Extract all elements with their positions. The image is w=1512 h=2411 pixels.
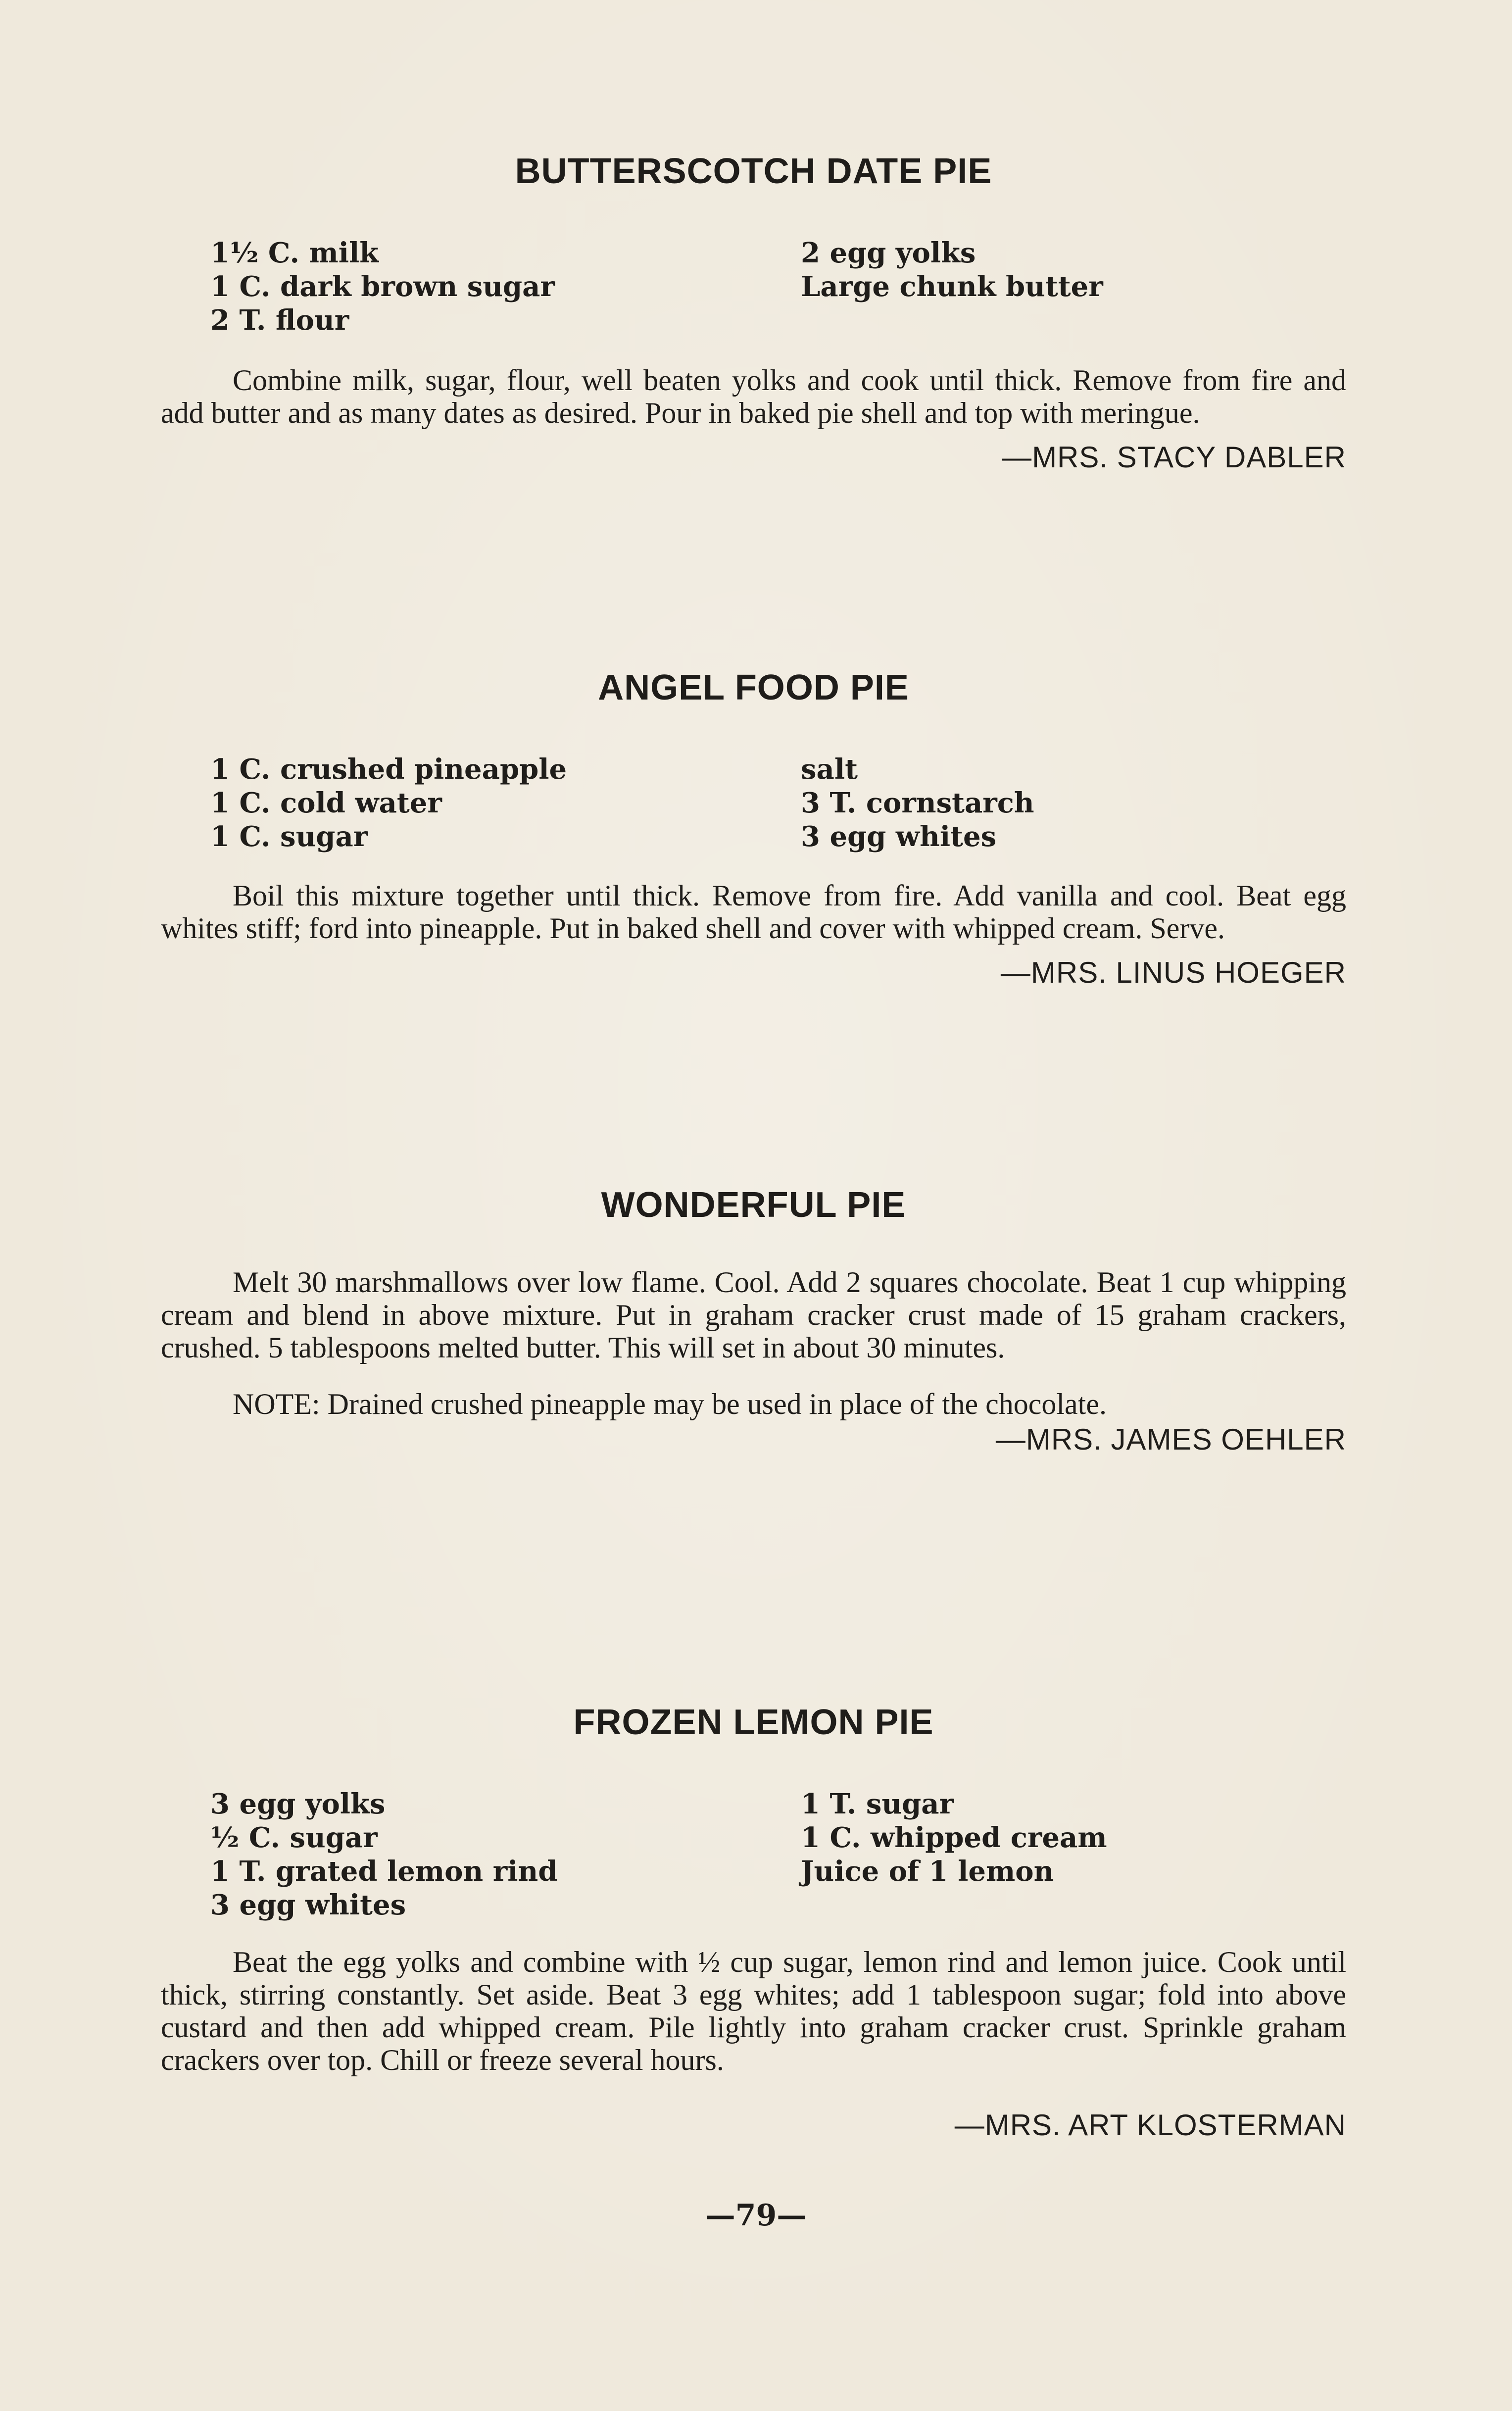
ingredient: 1 C. dark brown sugar bbox=[210, 270, 555, 303]
ingredient: 1 C. whipped cream bbox=[801, 1821, 1107, 1854]
ingredient-list bbox=[161, 236, 1346, 337]
ingredient-column-right bbox=[801, 1787, 1107, 1888]
ingredient-list bbox=[161, 1787, 1346, 1922]
ingredient: Juice of 1 lemon bbox=[801, 1855, 1054, 1888]
recipe-title: WONDERFUL PIE bbox=[601, 1185, 906, 1225]
ingredient: salt bbox=[801, 753, 858, 786]
recipe-directions: Boil this mixture together until thick. Remove from fire. Add vanilla and cool. Beat egg whites stiff; ford into pineapple. Put in baked shell and cover with whipped cream. Serve. bbox=[161, 879, 1346, 945]
recipe-author: —MRS. ART KLOSTERMAN bbox=[954, 2109, 1346, 2142]
recipe-angel-food-pie bbox=[161, 667, 1346, 990]
ingredient: Large chunk butter bbox=[801, 270, 1103, 303]
recipe-directions: Combine milk, sugar, flour, well beaten yolks and cook until thick. Remove from fire and add butter and as many dates as desired. Pour in baked pie shell and top with meringue. bbox=[161, 364, 1346, 429]
recipe-wonderful-pie bbox=[161, 1185, 1346, 1457]
ingredient: 2 egg yolks bbox=[801, 237, 976, 269]
ingredient-column-left bbox=[210, 1787, 557, 1922]
ingredient-column-left bbox=[210, 236, 555, 337]
recipe-title: ANGEL FOOD PIE bbox=[598, 668, 909, 707]
ingredient: ½ C. sugar bbox=[210, 1821, 378, 1854]
ingredient: 1 C. cold water bbox=[210, 787, 442, 819]
ingredient: 3 egg whites bbox=[210, 1889, 406, 1921]
ingredient: 2 T. flour bbox=[210, 304, 349, 337]
recipe-directions: Beat the egg yolks and combine with ½ cup sugar, lemon rind and lemon juice. Cook until thick, stirring constantly. Set aside. Beat 3 egg whites; add 1 tablespoon sugar; fold into above custard and then add whipped cream. Pile lightly into graham cracker crust. Sprinkle graham crackers over top. Chill or freeze several hours. bbox=[161, 1946, 1346, 2076]
recipe-author: —MRS. STACY DABLER bbox=[1002, 441, 1346, 474]
ingredient: 1½ C. milk bbox=[210, 237, 379, 269]
ingredient: 3 T. cornstarch bbox=[801, 787, 1034, 819]
ingredient: 3 egg yolks bbox=[210, 1788, 386, 1820]
ingredient-list bbox=[161, 753, 1346, 854]
recipe-directions: Melt 30 marshmallows over low flame. Cool. Add 2 squares chocolate. Beat 1 cup whipping cream and blend in above mixture. Put in graham cracker crust made of 15 graham crackers, crushed. 5 tablespoons melted butter. This will set in about 30 minutes. bbox=[161, 1266, 1346, 1364]
ingredient-column-right bbox=[801, 236, 1103, 303]
ingredient: 3 egg whites bbox=[801, 820, 997, 853]
ingredient: 1 C. sugar bbox=[210, 820, 368, 853]
ingredient: 1 C. crushed pineapple bbox=[210, 753, 567, 786]
recipe-title: BUTTERSCOTCH DATE PIE bbox=[515, 151, 992, 191]
ingredient-column-right bbox=[801, 753, 1034, 854]
ingredient-column-left bbox=[210, 753, 567, 854]
ingredient: 1 T. grated lemon rind bbox=[210, 1855, 558, 1888]
recipe-title: FROZEN LEMON PIE bbox=[573, 1703, 934, 1742]
ingredient: 1 T. sugar bbox=[801, 1788, 954, 1820]
recipe-frozen-lemon-pie bbox=[161, 1702, 1346, 2142]
recipe-author: —MRS. JAMES OEHLER bbox=[995, 1423, 1346, 1456]
recipe-note: NOTE: Drained crushed pineapple may be used in place of the chocolate. bbox=[233, 1388, 1107, 1420]
recipe-author: —MRS. LINUS HOEGER bbox=[1000, 956, 1346, 989]
recipe-butterscotch-date-pie bbox=[161, 151, 1346, 474]
page-number: —79— bbox=[705, 2198, 807, 2233]
